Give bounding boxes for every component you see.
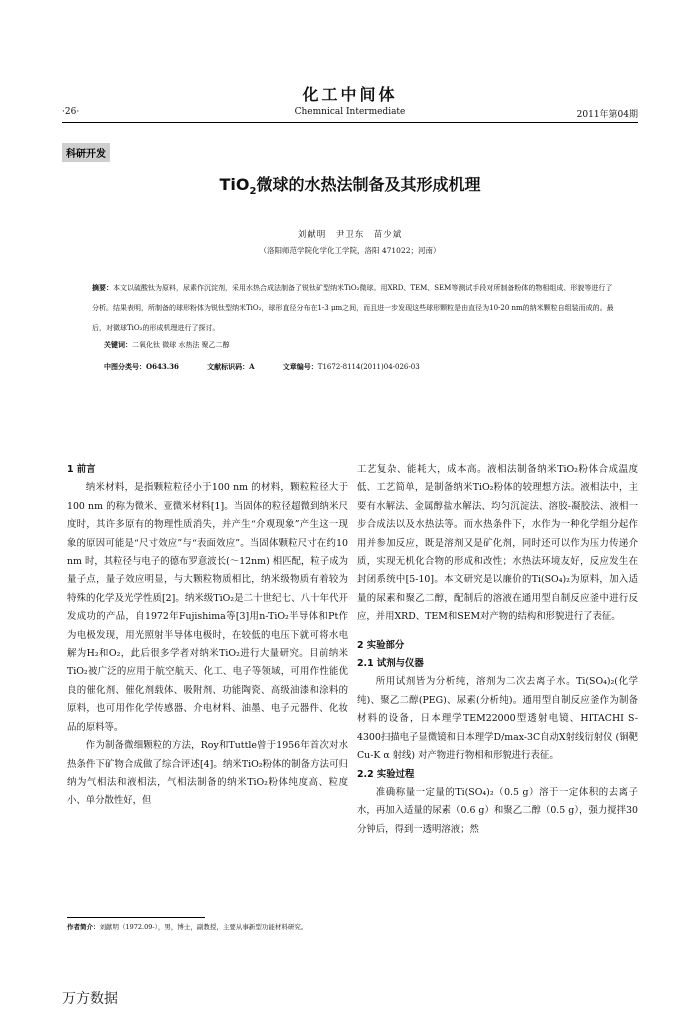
footnote-rule <box>67 917 205 918</box>
section-tag: 科研开发 <box>62 143 110 162</box>
paragraph: 纳米材料，是指颗粒粒径小于100 nm 的材料，颗粒粒径大于100 nm 的称为微米、亚微米材料[1]。当固体的粒径超微到纳米尺度时，其许多原有的物理性质消失，并产生“介观现象”产生这一现象的原因可能是“尺寸效应”与“表面效应”。当固体颗粒尺寸在约10 nm 时，其粒径与电子的德布罗意波长(～12nm) 相匹配，粒子成为量子点，量子效应明显，与大颗粒物质相比，纳米级物质有着较为特殊的化学及光学性质[2]。纳米级TiO₂是二十世纪七、八十年代开发成功的产品，自1972年Fujishima等[3]用n-TiO₂半导体和Pt作为电极发现，用光照射半导体电极时，在较低的电压下就可将水电解为H₂和O₂，此后很多学者对纳米TiO₂进行大量研究。目前纳米TiO₂被广泛的应用于航空航天、化工、电子等领域，可用作性能优良的催化剂、催化剂载体、吸附剂、功能陶瓷、高级油漆和涂料的原料，也可用作化学传感器、介电材料、油墨、电子元器件、化妆品的原料等。 <box>67 482 348 733</box>
author-footnote: 作者简介：刘献明（1972.09-），男，博士，副教授，主要从事新型功能材料研究。 <box>67 923 308 931</box>
keywords: 关键词：二氧化钛 微球 水热法 聚乙二醇 <box>104 340 230 349</box>
journal-english-name: Chemnical Intermediate <box>294 107 406 117</box>
page-number: ·26· <box>62 107 80 117</box>
watermark: 万方数据 <box>62 991 118 1007</box>
section-heading: 2 实验部分 <box>357 639 405 651</box>
classification-line <box>104 362 472 372</box>
article-title: TiO$_2$微球的水热法制备及其形成机理 <box>219 175 481 198</box>
journal-title: 化工中间体 <box>302 85 398 104</box>
paragraph: 准确称量一定量的Ti(SO₄)₂（0.5 g）溶于一定体积的去离子水，再加入适量的尿素（0.6 g）和聚乙二醇（0.5 g），强力搅拌30分钟后，得到一透明溶液；然 <box>357 786 638 835</box>
document-code: 文献标识码：A <box>207 362 255 371</box>
paragraph: 所用试剂皆为分析纯，溶剂为二次去离子水。Ti(SO₄)₂(化学纯)、聚乙二醇(PEG)、尿素(分析纯)。通用型自制反应釜作为制备材料的设备，日本理学TEM22000型透射电镜、HITACHI S-4300扫描电子显微镜和日本理学D/max-3C自动X射线衍射仪 (铜靶Cu-K α 射线) 对产物进行物相和形貌进行表征。 <box>357 676 638 762</box>
body-column-left <box>67 461 348 811</box>
header-rule <box>62 122 638 123</box>
section-heading: 1 前言 <box>67 464 96 475</box>
abstract <box>92 278 614 338</box>
body-column-right <box>357 461 638 839</box>
affiliation: （洛阳师范学院化学化工学院，洛阳 471022；河南） <box>259 246 441 255</box>
issue-label: 2011年第04期 <box>576 110 638 120</box>
subsection-heading: 2.2 实验过程 <box>357 768 415 780</box>
subsection-heading: 2.1 试剂与仪器 <box>357 658 424 670</box>
abstract-label: 摘要： <box>92 283 113 292</box>
paragraph: 作为制备微细颗粒的方法，Roy和Tuttle曾于1956年首次对水热条件下矿物合成做了综合评述[4]。纳米TiO₂粉体的制备方法可归纳为气相法和液相法，气相法制备的纳米TiO₂粉体纯度高、粒度小、单分散性好，但 <box>67 740 348 807</box>
abstract-text: 本文以硫酸钛为原料，尿素作沉淀剂，采用水热合成法制备了锐钛矿型纳米TiO₂微球。用XRD、TEM、SEM等测试手段对所制备粉体的物相组成、形貌等进行了分析。结果表明，所制备的球形粉体为锐钛型纳米TiO₂，球形直径分布在1-3 μm之间，而且进一步发现这些球形颗粒是由直径为10-20 nm的纳米颗粒自组装而成的。最后，对微球TiO₂的形成机理进行了探讨。 <box>92 284 614 332</box>
clc-number: 中图分类号：O643.36 <box>104 362 179 371</box>
paragraph: 工艺复杂、能耗大，成本高。液相法制备纳米TiO₂粉体合成温度低、工艺简单，是制备纳米TiO₂粉体的较理想方法。液相法中，主要有水解法、金属醇盐水解法、均匀沉淀法、溶胶-凝胶法、液相一步合成法以及水热法等。而水热条件下，水作为一种化学组分起作用并参加反应，既是溶剂又是矿化剂，同时还可以作为压力传递介质，实现无机化合物的形成和改性；水热法环境友好，反应发生在封闭系统中[5-10]。本文研究是以廉价的Ti(SO₄)₂为原料，加入适量的尿素和聚乙二醇，配制后的溶液在通用型自制反应釜中进行反应，并用XRD、TEM和SEM对产物的结构和形貌进行了表征。 <box>357 464 638 623</box>
authors: 刘献明 尹卫东 苗少斌 <box>297 230 403 240</box>
article-number: 文章编号：T1672-8114(2011)04-026-03 <box>282 362 420 371</box>
running-header <box>62 107 638 123</box>
